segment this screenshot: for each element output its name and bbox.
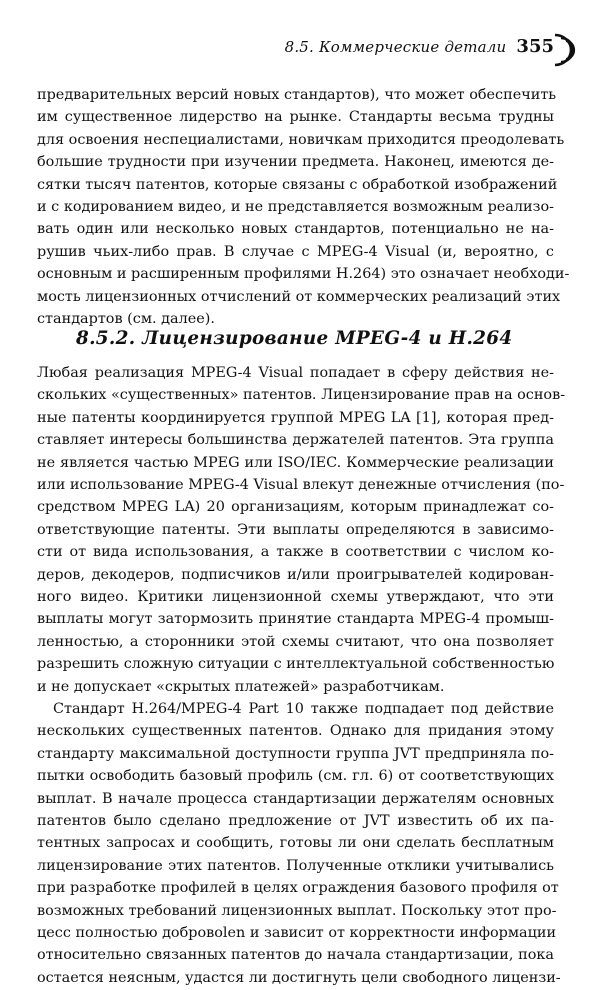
text-line: разрешить сложную ситуации с интеллектуальной собственностью: [37, 656, 555, 673]
paragraph-licensing-mpeg4: [37, 362, 566, 698]
text-line: им существенное лидерство на рынке. Стандарты весьма трудны: [37, 109, 554, 126]
section-heading: 8.5.2. Лицензирование MPEG-4 и H.264: [76, 328, 513, 349]
text-line: основным и расширенным профилями H.264) это означает необходи-: [37, 266, 570, 283]
text-line: или использование MPEG-4 Visual влекут денежные отчисления (по-: [37, 477, 565, 494]
paragraph-continuation: [37, 84, 570, 330]
text-line: скольких «существенных» патентов. Лицензирование прав на основ-: [37, 387, 566, 404]
text-line: цесс полностью добровolen и зависит от корректности информации: [37, 925, 557, 942]
text-line: предварительных версий новых стандартов), что может обеспечить: [37, 87, 557, 103]
text-line: остается неясным, удастся ли достигнуть цели свободного лицензи-: [37, 969, 561, 986]
text-line: вать один или несколько новых стандартов, потенциально не на-: [37, 221, 554, 238]
text-line: мость лицензионных отчислений от коммерческих реализаций этих: [37, 288, 561, 305]
text-line: сти от вида использования, а также в соответствии с числом ко-: [37, 544, 554, 561]
text-line: выплат. В начале процесса стандартизации держателям основных: [37, 790, 554, 807]
text-line: Стандарт H.264/MPEG-4 Part 10 также подпадает под действие: [53, 701, 554, 717]
running-head: [285, 36, 554, 57]
text-line: ного видео. Критики лицензионной схемы утверждают, что эти: [37, 589, 554, 606]
text-line: сятки тысяч патентов, которые связаны с обработкой изображений: [37, 176, 558, 193]
text-line: лицензирование этих патентов. Полученные отклики учитывались: [37, 857, 554, 874]
text-line: не является частью MPEG или ISO/IEC. Коммерческие реализации: [37, 454, 554, 471]
text-line: рушив чьих-либо прав. В случае с MPEG-4 Visual (и, вероятно, с: [37, 243, 554, 260]
text-line: большие трудности при изучении предмета. Наконец, имеются де-: [37, 154, 554, 171]
text-line: пытки освободить базовый профиль (см. гл. 6) от соответствующих: [37, 768, 554, 785]
text-line: возможных требований лицензионных выплат. Поскольку этот про-: [37, 902, 557, 919]
text-line: деров, декодеров, подписчиков и/или проигрывателей кодирован-: [37, 566, 554, 583]
page-number: 355: [516, 36, 554, 57]
running-title: 8.5. Коммерческие детали: [284, 37, 507, 56]
text-line: ответствующие патенты. Эти выплаты определяются в зависимо-: [37, 521, 554, 538]
text-line: и не допускает «скрытых платежей» разработчикам.: [37, 678, 445, 695]
paragraph-licensing-h264: [37, 698, 561, 989]
text-line: относительно связанных патентов до начала стандартизации, пока: [37, 947, 554, 964]
text-line: для освоения неспециалистами, новичкам приходится преодолевать: [37, 131, 565, 148]
text-line: Любая реализация MPEG-4 Visual попадает в сферу действия не-: [37, 365, 554, 381]
text-line: тентных запросах и сообщить, готовы ли они сделать бесплатным: [37, 835, 554, 852]
text-line: патентов было сделано предложение от JVT известить об их па-: [37, 813, 554, 830]
text-line: при разработке профилей в целях ограждения базового профиля от: [37, 880, 559, 897]
text-line: ные патенты координируется группой MPEG LA [1], которая пред-: [37, 409, 554, 426]
text-line: выплаты могут затормозить принятие стандарта MPEG-4 промыш-: [37, 611, 554, 628]
text-line: и с кодированием видео, и не представляется возможным реализо-: [37, 199, 554, 216]
text-line: ленностью, а сторонники этой схемы считают, что она позволяет: [37, 633, 554, 650]
text-line: стандарту максимальной доступности группа JVT предприняла по-: [37, 745, 554, 762]
text-line: стандартов (см. далее).: [37, 311, 215, 328]
text-line: средством MPEG LA) 20 организациям, которым принадлежат со-: [37, 499, 554, 516]
text-line: нескольких существенных патентов. Однако для придания этому: [37, 723, 554, 740]
text-line: ставляет интересы большинства держателей патентов. Эта группа: [37, 432, 554, 449]
page-number-arcs-icon: [552, 32, 576, 68]
